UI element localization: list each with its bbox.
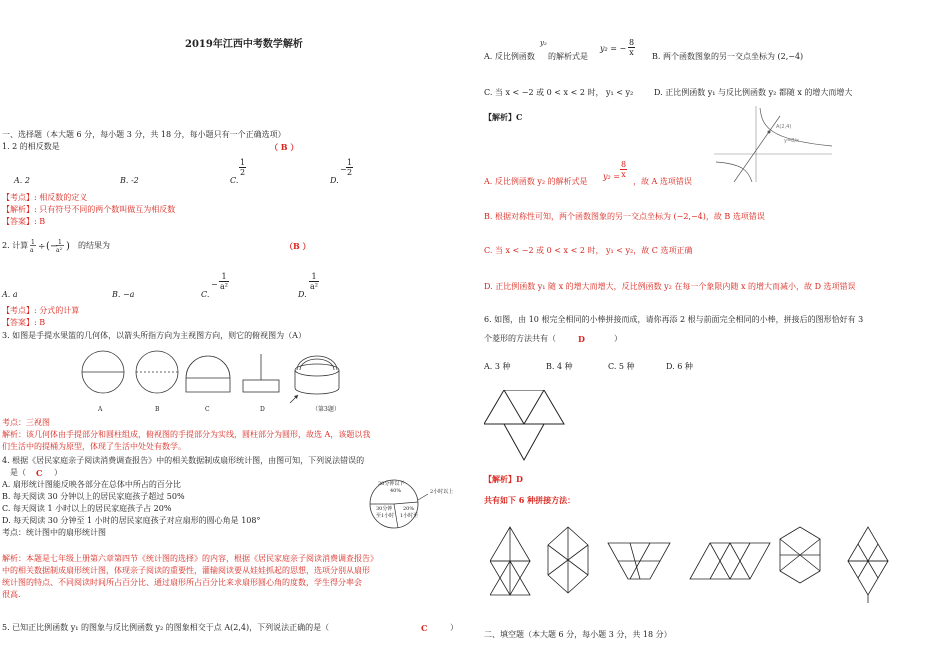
- pie-label-1h-to: 1小时至: [400, 513, 419, 519]
- q3-kaodian: 考点：三视图: [2, 418, 50, 427]
- q5-option-d: D. 正比例函数 y₁ 与反比例函数 y₂ 都随 x 的增大而增大: [654, 88, 853, 97]
- q5-option-a-suffix: 的解析式是: [548, 52, 588, 61]
- q5-option-a-equation: y₂ = −: [600, 44, 627, 53]
- svg-text:A(2,4): A(2,4): [776, 124, 792, 130]
- q2-option-b: B. −a: [112, 290, 135, 299]
- q3-figure-caption: （第3题）: [312, 406, 340, 413]
- q2-option-c: C.: [201, 290, 210, 299]
- q1-answer-note: 【答案】: B: [2, 217, 46, 226]
- q6-stem-line1: 6. 如图，由 10 根完全相同的小棒拼接而成，请你再添 2 根与前面完全相同的小棒，拼接后的图形恰好有 3: [484, 315, 864, 324]
- svg-text:y=8/x: y=8/x: [784, 138, 799, 144]
- fraction-numerator: 1: [309, 272, 319, 282]
- svg-text:÷: ÷: [38, 242, 46, 252]
- q4-jiexi-line1: 解析：本题是七年级上册第六章第四节《统计图的选择》的内容，根据《居民家庭亲子阅读消费调查报告》: [2, 554, 378, 563]
- fraction-denominator: a²: [310, 282, 318, 291]
- q5-jiexi: 【解析】C: [484, 112, 523, 122]
- fraction-numerator: 8: [629, 38, 635, 47]
- fraction-numerator: 8: [621, 160, 627, 169]
- q1-answer: （ B ）: [270, 142, 299, 152]
- exp-a-prefix: A. 反比例函数 y₂ 的解析式是: [484, 177, 588, 186]
- q3-label-d: D: [260, 406, 265, 413]
- q2-option-a: A. a: [2, 290, 18, 299]
- q3-label-c: C: [205, 406, 210, 413]
- pie-label-40: 40%: [390, 488, 402, 494]
- q6-stem-line2-prefix: 个菱形的方法共有（: [484, 334, 556, 343]
- q3-stem: 3. 如图是手提水果篮的几何体，以箭头所指方向为主视图方向，则它的俯视图为（A）: [2, 331, 306, 340]
- q1-option-d-fraction: [346, 158, 353, 177]
- q1-option-d: D.: [330, 176, 339, 185]
- q5-option-b: B. 两个函数图象的另一交点坐标为 (2,−4): [652, 52, 804, 61]
- exp-a-fraction: [620, 160, 627, 179]
- pie-label-over-2h: 2小时以上: [430, 489, 454, 495]
- exp-a-equation: y₂ =: [603, 172, 620, 181]
- q6-answer: D: [578, 334, 585, 344]
- q5-close: ）: [450, 623, 458, 632]
- q2-answer-note: 【答案】: B: [2, 318, 46, 327]
- q4-jiexi-line2: 中的相关数据制成扇形统计图，体现亲子阅读的重要性，灌输阅读要从娃娃抓起的思想，选项分别从扇形: [2, 566, 370, 575]
- q2-option-d: D.: [298, 290, 307, 299]
- q5-option-a-fraction: [628, 38, 635, 57]
- svg-text:(−: (−: [46, 241, 59, 252]
- q5-option-c: C. 当 x < −2 或 0 < x < 2 时， y₁ < y₂: [484, 88, 634, 97]
- q3-figures: [80, 348, 380, 410]
- fraction-denominator: 2: [240, 168, 246, 177]
- q2-option-d-fraction: [309, 272, 319, 291]
- q2-stem-prefix: 2. 计算: [2, 241, 29, 250]
- pie-label-30min: 30分钟: [376, 506, 393, 512]
- section2-header: 二、填空题（本大题 6 分，每小题 3 分，共 18 分）: [484, 630, 672, 639]
- q4-answer: C: [36, 468, 43, 478]
- q2-option-c-sign: −: [211, 280, 218, 289]
- q4-stem-line1: 4. 根据《居民家庭亲子阅读消费调查报告》中的相关数据制成扇形统计图，由图可知，下列说法错误的: [2, 456, 365, 465]
- q5-option-a-prefix: A. 反比例函数: [484, 52, 535, 61]
- q3-jiexi-line1: 解析：该几何体由手提部分和圆柱组成，俯视图的手提部分为实线，圆柱部分为圆形，故选 A，该题以我: [2, 430, 371, 439]
- q6-option-a: A. 3 种: [484, 362, 511, 371]
- pie-label-to-1h: 至1小时: [376, 513, 395, 519]
- q6-option-c: C. 5 种: [608, 362, 635, 371]
- pie-label-20: 20%: [403, 506, 415, 512]
- q4-jiexi-line4: 很高.: [2, 590, 21, 599]
- q1-option-b: B. -2: [120, 176, 139, 185]
- q6-note: 共有如下 6 种拼接方法：: [484, 495, 576, 505]
- q4-kaodian: 考点：统计图中的扇形统计图: [2, 528, 106, 537]
- q6-option-b: B. 4 种: [546, 362, 573, 371]
- q4-option-c: C. 每天阅读 1 小时以上的居民家庭孩子占 20%: [2, 504, 172, 513]
- q2-option-c-fraction: [219, 272, 229, 291]
- fraction-denominator: x: [621, 170, 626, 179]
- exp-b: B. 根据对称性可知，两个函数图象的另一交点坐标为 (−2,−4)，故 B 选项错误: [484, 212, 765, 221]
- q5-stem: 5. 已知正比例函数 y₁ 的图象与反比例函数 y₂ 的图象相交于点 A(2,4)，下列说法正确的是（: [2, 623, 330, 632]
- q1-option-d-sign: −: [340, 165, 347, 174]
- svg-text:1: 1: [31, 239, 35, 246]
- svg-text:a: a: [30, 247, 34, 254]
- q5-option-a-y2: y₂: [540, 39, 547, 47]
- q1-option-a: A. 2: [14, 176, 30, 185]
- q1-kaodian: 【考点】: 相反数的定义: [2, 193, 88, 202]
- q6-triangle-figure: [484, 390, 574, 466]
- q1-option-c: C.: [230, 176, 239, 185]
- q6-jiexi: 【解析】D: [484, 474, 523, 484]
- q4-stem-line2-prefix: 是（: [10, 468, 26, 477]
- page-title: 2019年江西中考数学解析: [185, 39, 303, 50]
- q2-stem-suffix: 的结果为: [78, 241, 110, 250]
- exp-a-suffix: ，故 A 选项错误: [633, 177, 692, 186]
- q5-answer: C: [421, 623, 428, 633]
- fraction-denominator: 2: [347, 168, 353, 177]
- q2-answer: （B ）: [285, 241, 311, 251]
- fraction-denominator: a²: [220, 282, 228, 291]
- q6-option-d: D. 6 种: [666, 362, 693, 371]
- q2-kaodian: 【考点】: 分式的计算: [2, 306, 80, 315]
- q4-option-d: D. 每天阅读 30 分钟至 1 小时的居民家庭孩子对应扇形的圆心角是 108°: [2, 516, 261, 525]
- q4-option-b: B. 每天阅读 30 分钟以上的居民家庭孩子超过 50%: [2, 492, 185, 501]
- q3-label-a: A: [98, 406, 103, 413]
- q1-option-c-fraction: [239, 158, 246, 177]
- q3-jiexi-line2: 们生活中的提桶为原型，体现了生活中处处有数学。: [2, 442, 186, 451]
- q4-option-a: A. 扇形统计图能反映各部分在总体中所占的百分比: [2, 480, 181, 489]
- svg-text:): ): [66, 241, 70, 252]
- exp-c: C. 当 x < −2 或 0 < x < 2 时， y₁ < y₂，故 C 选项正确: [484, 246, 693, 255]
- fraction-denominator: x: [629, 48, 634, 57]
- fraction-numerator: 1: [240, 158, 246, 167]
- fraction-numerator: 1: [347, 158, 353, 167]
- svg-text:a²: a²: [56, 247, 62, 254]
- q5-function-graph: [714, 106, 834, 182]
- q4-jiexi-line3: 统计图的特点、不同阅读时间所占百分比、通过扇形所占百分比来求扇形圆心角的度数，学生得分率会: [2, 578, 362, 587]
- fraction-numerator: 1: [219, 272, 229, 282]
- svg-text:1: 1: [58, 239, 62, 246]
- pie-label-under-30: 30分钟以下: [378, 481, 405, 487]
- section-header: 一、选择题（本大题 6 分，每小题 3 分，共 18 分，每小题只有一个正确选项）: [2, 130, 286, 139]
- q6-solution-figures: [490, 525, 940, 605]
- q1-jiexi: 【解析】: 只有符号不同的两个数叫做互为相反数: [2, 205, 176, 214]
- q3-label-b: B: [155, 406, 160, 413]
- q1-stem: 1. 2 的相反数是: [2, 142, 60, 151]
- q4-stem-line2-suffix: ）: [54, 468, 62, 477]
- q2-expression: [30, 236, 76, 254]
- exp-d: D. 正比例函数 y₁ 随 x 的增大而增大，反比例函数 y₂ 在每一个象限内随 x 的增大而减小，故 D 选项错误: [484, 282, 856, 291]
- q6-stem-line2-suffix: ）: [614, 334, 622, 343]
